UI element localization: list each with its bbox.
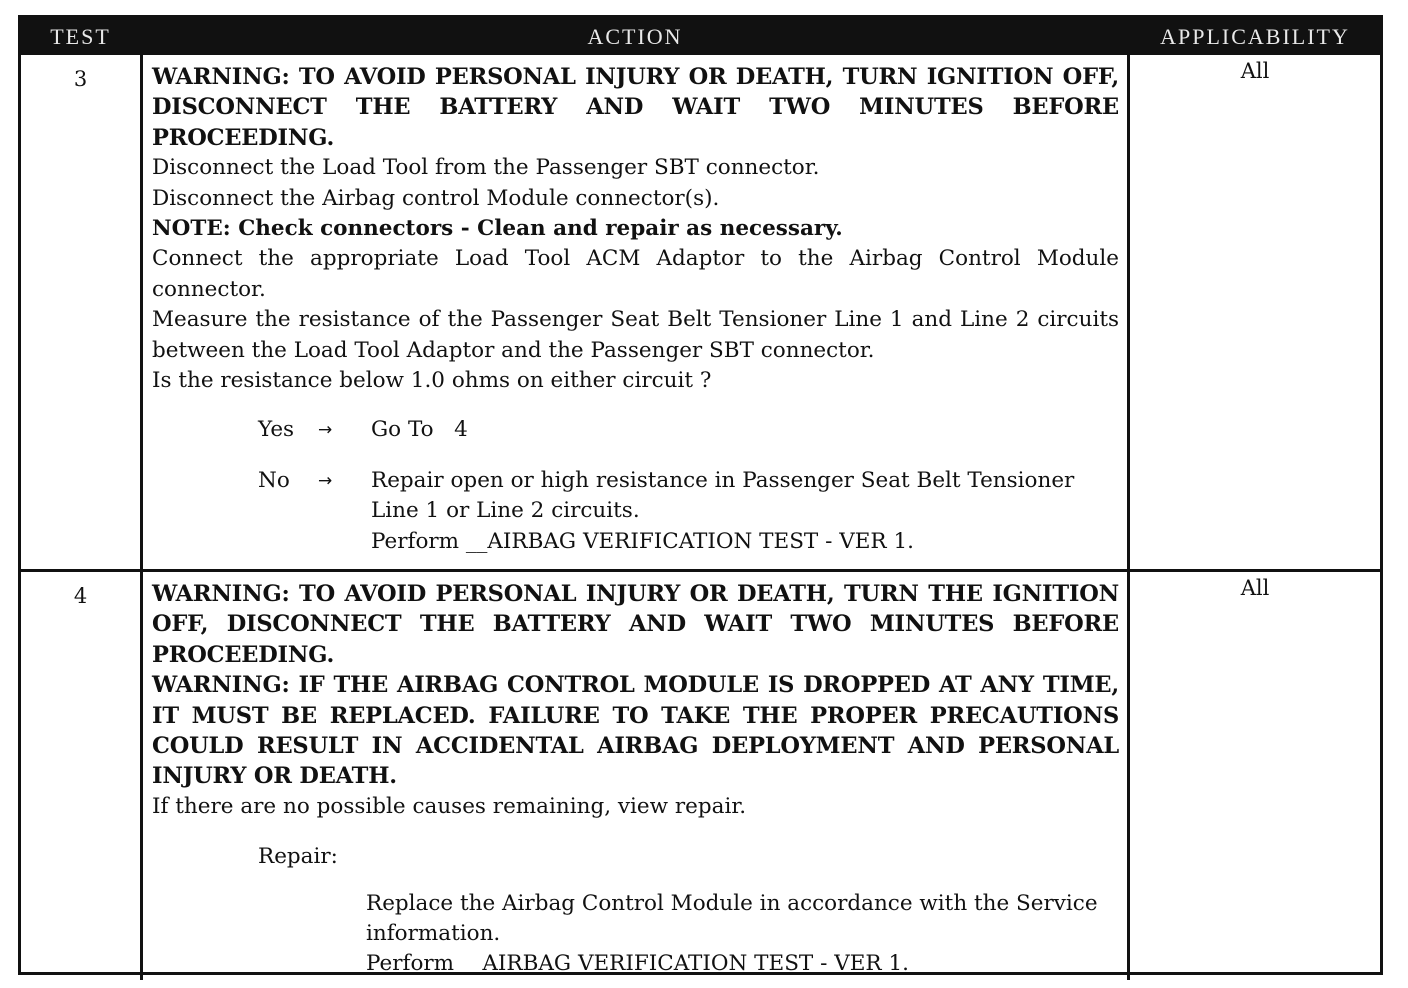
yes-branch (258, 415, 1119, 445)
diagnostic-table (18, 15, 1383, 975)
perform-text: Perform __AIRBAG VERIFICATION TEST - VER 1. (366, 951, 909, 977)
step-text: If there are no possible causes remaining, view repair. (152, 793, 747, 819)
header-action: ACTION (140, 18, 1130, 55)
repair-text: Replace the Airbag Control Module in accordance with the Service information. (366, 890, 1098, 947)
test-number-3: 3 (73, 67, 88, 91)
no-result (371, 466, 1119, 557)
step-text: Disconnect the Load Tool from the Passenger SBT connector. (152, 155, 820, 181)
applicability-4: All (1130, 569, 1380, 980)
right-arrow-icon: → (318, 420, 333, 441)
action-cell-3 (140, 55, 1130, 569)
note-text: NOTE: Check connectors - Clean and repair as necessary. (152, 216, 843, 242)
perform-text: Perform __AIRBAG VERIFICATION TEST - VER 1. (371, 528, 914, 554)
repair-label: Repair: (258, 844, 338, 870)
no-result-text: Repair open or high resistance in Passenger Seat Belt Tensioner Line 1 or Line 2 circuits. (371, 467, 1075, 524)
step-text: Disconnect the Airbag control Module connector(s). (152, 185, 720, 211)
repair-body (366, 889, 1119, 980)
action-cell-4 (140, 569, 1130, 980)
header-applicability: APPLICABILITY (1130, 18, 1380, 55)
step-text: Measure the resistance of the Passenger Seat Belt Tensioner Line 1 and Line 2 circuits between the Load Tool Adaptor and the Passenger SBT connector. (152, 307, 1119, 363)
no-label: No (258, 467, 290, 493)
yes-label: Yes (258, 417, 295, 443)
no-branch (258, 466, 1119, 557)
question-text: Is the resistance below 1.0 ohms on either circuit ? (152, 368, 712, 394)
yes-result: Go To 4 (371, 417, 468, 443)
warning-text: WARNING: IF THE AIRBAG CONTROL MODULE IS DROPPED AT ANY TIME, IT MUST BE REPLACED. FAILURE TO TAKE THE PROPER PRECAUTIONS COULD RESULT IN ACCIDENTAL AIRBAG DEPLOYMENT AND PERSONAL INJURY OR DEATH. (152, 672, 1119, 790)
step-text: Connect the appropriate Load Tool ACM Adaptor to the Airbag Control Module connector. (152, 246, 1119, 302)
right-arrow-icon: → (318, 470, 333, 491)
header-test: TEST (21, 18, 140, 55)
warning-text: WARNING: TO AVOID PERSONAL INJURY OR DEATH, TURN IGNITION OFF, DISCONNECT THE BATTERY AND WAIT TWO MINUTES BEFORE PROCEEDING. (152, 64, 1119, 151)
warning-text: WARNING: TO AVOID PERSONAL INJURY OR DEATH, TURN THE IGNITION OFF, DISCONNECT THE BATTERY AND WAIT TWO MINUTES BEFORE PROCEEDING. (152, 581, 1119, 668)
test-number-4: 4 (21, 569, 140, 980)
applicability-3: All (1240, 59, 1270, 83)
